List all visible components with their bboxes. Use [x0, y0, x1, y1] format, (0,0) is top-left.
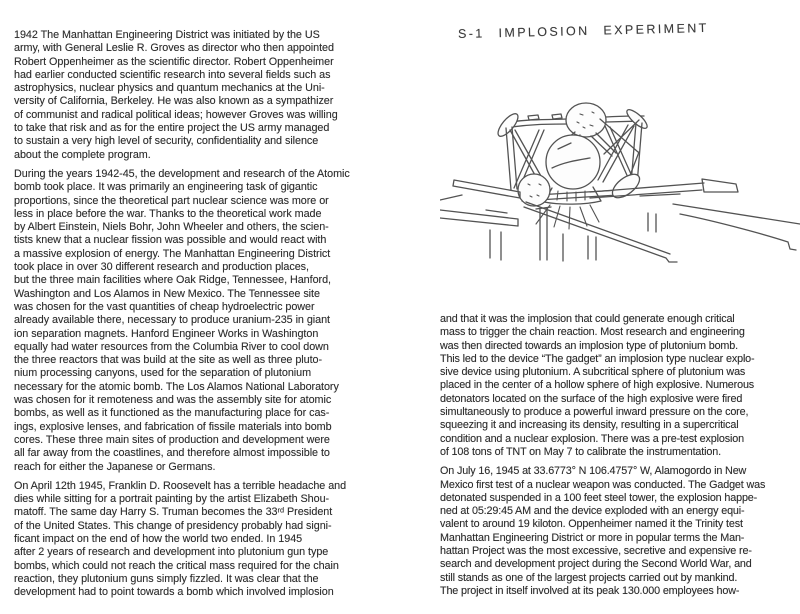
- bottom-left-sphere: [518, 174, 550, 206]
- text-line: Washington and Los Alamos in New Mexico. The Tennessee site: [14, 287, 320, 300]
- left-beam-lower: [440, 210, 518, 226]
- handwritten-title: S-1 IMPLOSION EXPERIMENT: [457, 20, 709, 42]
- text-line: bombs, as well as it functioned as the manufacturing place for cas-: [14, 407, 330, 420]
- text-line: of communist and radical political ideas; however Groves was willing: [14, 108, 338, 121]
- text-line: was chosen for the vast quantities of cheap hydroelectric power: [14, 300, 315, 313]
- text-line: tists knew that a nuclear fission was possible and would react with: [14, 234, 327, 247]
- text-line: On July 16, 1945 at 33.6773° N 106.4757° W, Alamogordo in New: [440, 465, 747, 478]
- text-line: was then directed towards an implosion type of plutonium bomb.: [440, 339, 738, 352]
- text-line: detonated suspended in a 100 feet steel tower, the explosion happe-: [440, 491, 758, 504]
- text-line: versity of California, Berkeley. He was also known as a sympathizer: [14, 95, 334, 108]
- text-line: was chosen for it remoteness and was the assembly site for atomic: [14, 394, 332, 407]
- text-line: This led to the device “The gadget” an implosion type nuclear explo-: [440, 352, 755, 365]
- text-line: ned at 05:29:45 AM and the device exploded with an energy equi-: [440, 505, 745, 518]
- right-text-column: [440, 313, 800, 604]
- text-line: of 108 tons of TNT on May 7 to calibrate the instrumentation.: [440, 445, 721, 458]
- paragraph: [14, 29, 400, 162]
- text-line: a massive explosion of energy. The Manhattan Engineering District: [14, 247, 331, 260]
- paragraph: [440, 313, 800, 459]
- text-line: equally had water resources from the Columbia River to cool down: [14, 340, 329, 353]
- text-line: reach for either the Japanese or Germans.: [14, 460, 216, 473]
- tower-gadget-sketch: [440, 64, 800, 312]
- text-line: condition and a nuclear explosion. There was a pre-test explosion: [440, 432, 744, 445]
- text-line: cores. These three main sites of production and development were: [14, 433, 330, 446]
- paddle-end: [702, 179, 738, 192]
- text-line: all far away from the coastlines, and therefore almost impossible to: [14, 447, 330, 460]
- text-line: valent to around 19 kiloton. Oppenheimer named it the Trinity test: [440, 518, 743, 531]
- center-post: [536, 207, 551, 260]
- text-line: the three reactors that was build at the site as well as three pluto-: [14, 354, 323, 367]
- text-line: squeezing it and increasing its density, resulting in a supercritical: [440, 419, 739, 432]
- paragraph: [14, 480, 400, 600]
- text-line: less in place before the war. Thanks to the theoretical work made: [14, 207, 322, 220]
- text-line: to sustain a very high level of security, confidentiality and silence: [14, 135, 319, 148]
- text-line: bombs, which could not reach the critical mass required for the chain: [14, 559, 339, 572]
- text-line: ings, explosive lenses, and fabrication of fissile materials into bomb: [14, 420, 332, 433]
- text-line: development had to point towards a bomb which involved implosion: [14, 586, 334, 599]
- text-line: During the years 1942-45, the development and research of the Atomic: [14, 167, 350, 180]
- text-line: but the three main facilities where Oak Ridge, Tennessee, Hanford,: [14, 274, 331, 287]
- text-line: bomb took place. It was primarily an engineering task of gigantic: [14, 181, 318, 194]
- text-line: still stands as one of the largest projects carried out by mankind.: [440, 571, 738, 584]
- text-line: already available there, necessary to produce uranium-235 in giant: [14, 314, 330, 327]
- text-line: took place in over 30 different research and production places,: [14, 261, 309, 274]
- text-line: ion separation magnets. Hanford Engineer Works in Washington: [14, 327, 319, 340]
- text-line: by Albert Einstein, Niels Bohr, John Wheeler and others, the scien-: [14, 221, 329, 234]
- text-line: The project in itself involved at its peak 130.000 employees how-: [440, 584, 740, 597]
- top-right-disc: [624, 107, 649, 131]
- gadget-sphere: [546, 135, 600, 189]
- text-line: hattan Project was the most excessive, secretive and expensive re-: [440, 545, 752, 558]
- text-line: simultaneously to produce a powerful inward pressure on the core,: [440, 406, 749, 419]
- text-line: necessary for the atomic bomb. The Los Alamos National Laboratory: [14, 380, 339, 393]
- text-line: dies while sitting for a portrait painting by the artist Elizabeth Shou-: [14, 493, 330, 506]
- text-line: matoff. The same day Harry S. Truman becomes the 33ʳᵈ President: [14, 506, 333, 519]
- text-line: mass to trigger the chain reaction. Most research and engineering: [440, 326, 745, 339]
- text-line: had earlier conducted scientific research into several fields such as: [14, 68, 331, 81]
- text-line: search and development project during the Second World War, and: [440, 558, 752, 571]
- text-line: after 2 years of research and development into plutonium gun type: [14, 546, 329, 559]
- text-line: and that it was the implosion that could generate enough critical: [440, 313, 735, 325]
- text-line: sive device using plutonium. A subcritical sphere of plutonium was: [440, 366, 746, 379]
- text-line: proportions, since the theoretical part nuclear science was more or: [14, 194, 329, 207]
- text-line: placed in the center of a hollow sphere of high explosive. Numerous: [440, 379, 755, 392]
- top-sphere: [566, 103, 606, 137]
- text-line: 1942 The Manhattan Engineering District was initiated by the US: [14, 29, 320, 41]
- text-line: army, with General Leslie R. Groves as director who then appointed: [14, 42, 334, 55]
- text-line: Robert Oppenheimer as the scientific director. Robert Oppenheimer: [14, 55, 334, 68]
- text-line: to take that risk and as for the entire project the US army managed: [14, 122, 330, 135]
- text-line: Manhattan Engineering District or more in popular terms the Man-: [440, 531, 745, 544]
- paragraph: [440, 465, 800, 598]
- text-line: On April 12th 1945, Franklin D. Roosevelt has a terrible headache and: [14, 479, 347, 492]
- text-line: ficant impact on the end of how the world two ended. In 1945: [14, 532, 303, 545]
- paragraph: [14, 168, 400, 474]
- text-line: astrophysics, nuclear physics and quantum mechanics at the Uni-: [14, 82, 325, 95]
- text-line: nium processing canyons, used for the separation of plutonium: [14, 367, 312, 380]
- text-line: of the United States. This change of presidency probably had signi-: [14, 519, 332, 532]
- text-line: Mexico first test of a nuclear weapon was conducted. The Gadget was: [440, 478, 766, 491]
- text-line: reaction, they plutonium guns simply fizzled. It was clear that the: [14, 572, 319, 585]
- left-text-column: [14, 29, 400, 605]
- text-line: about the complete program.: [14, 148, 151, 161]
- text-line: detonators located on the surface of the high explosive were fired: [440, 392, 743, 405]
